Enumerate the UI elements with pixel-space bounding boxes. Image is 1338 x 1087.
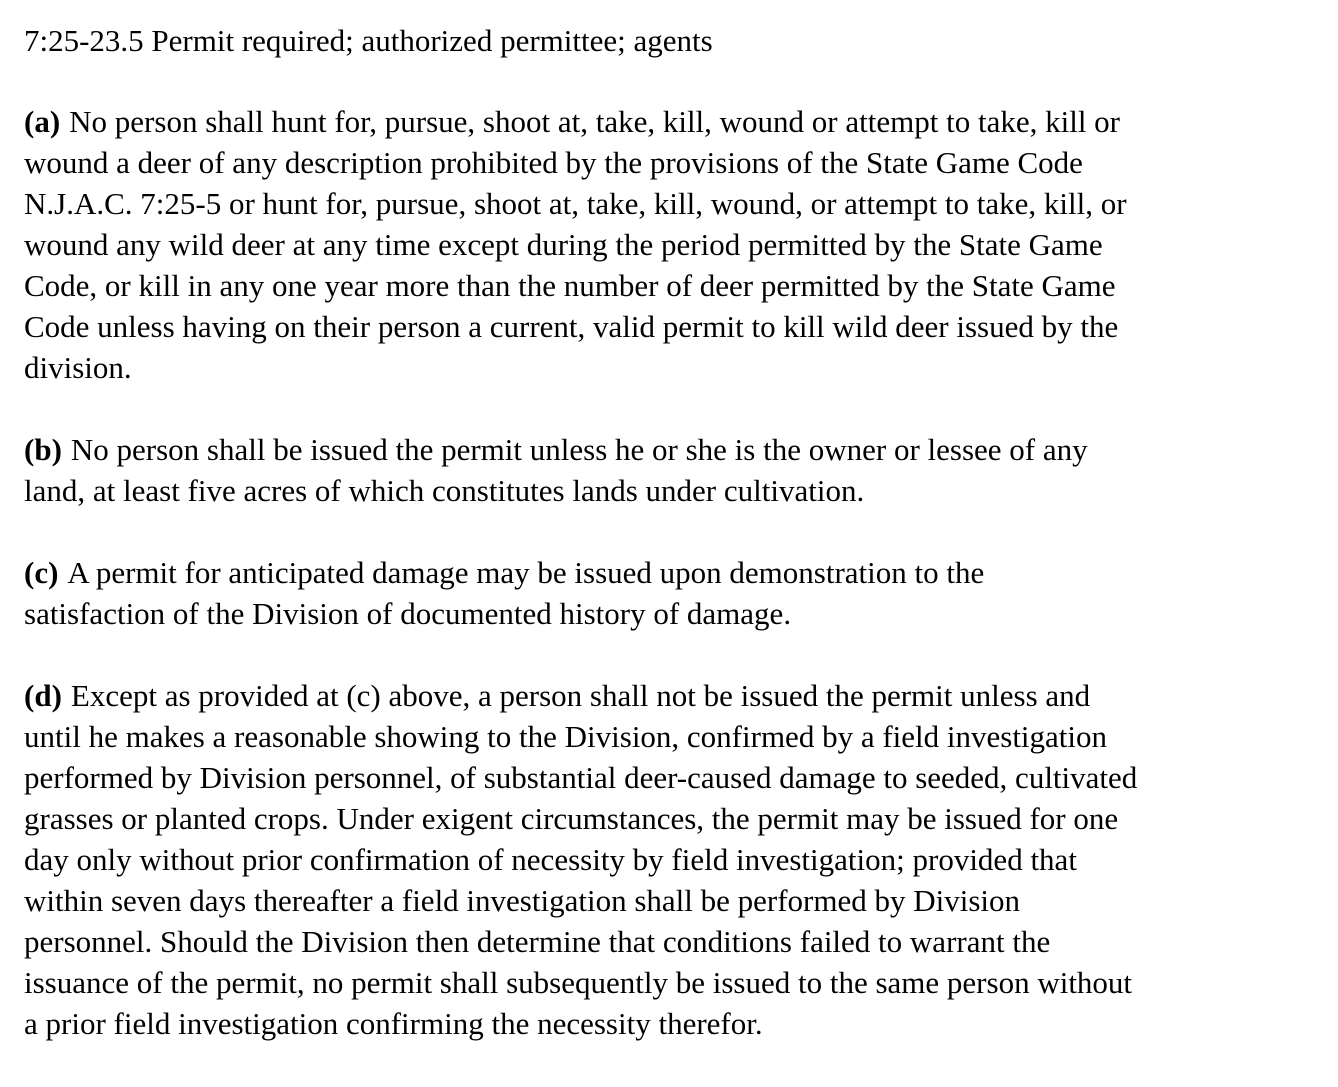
paragraph-text: No person shall hunt for, pursue, shoot at, take, kill, wound or attempt to take, kill or	[69, 104, 1121, 139]
paragraph-text: No person shall be issued the permit unless he or she is the owner or lessee of any	[70, 432, 1088, 467]
paragraph-line: Code, or kill in any one year more than the number of deer permitted by the State Game	[24, 268, 1116, 303]
paragraph-text: Except as provided at (c) above, a person shall not be issued the permit unless and	[70, 678, 1091, 713]
paragraph-a	[24, 101, 1324, 388]
paragraph-line	[24, 101, 1324, 142]
section-title: 7:25-23.5 Permit required; authorized permittee; agents	[24, 23, 713, 58]
paragraph-text: A permit for anticipated damage may be issued upon demonstration to the	[67, 555, 985, 590]
paragraph-label: (a)	[24, 104, 61, 139]
paragraph-line: Code unless having on their person a current, valid permit to kill wild deer issued by the	[24, 309, 1119, 344]
paragraph-d	[24, 675, 1324, 1044]
paragraph-line: wound any wild deer at any time except during the period permitted by the State Game	[24, 227, 1103, 262]
paragraph-b	[24, 429, 1324, 511]
paragraph-line: day only without prior confirmation of necessity by field investigation; provided that	[24, 842, 1077, 877]
paragraph-line: land, at least five acres of which constitutes lands under cultivation.	[24, 473, 865, 508]
paragraph-label: (c)	[24, 555, 59, 590]
paragraph-label: (d)	[24, 678, 62, 713]
paragraph-line: wound a deer of any description prohibited by the provisions of the State Game Code	[24, 145, 1083, 180]
paragraph-line: personnel. Should the Division then determine that conditions failed to warrant the	[24, 924, 1051, 959]
paragraph-c	[24, 552, 1324, 634]
paragraph-line	[24, 429, 1324, 470]
paragraph-line	[24, 552, 1324, 593]
paragraph-line: until he makes a reasonable showing to the Division, confirmed by a field investigation	[24, 719, 1108, 754]
paragraph-label: (b)	[24, 432, 62, 467]
paragraph-line: division.	[24, 350, 132, 385]
paragraph-line: N.J.A.C. 7:25-5 or hunt for, pursue, shoot at, take, kill, wound, or attempt to take, kill, or	[24, 186, 1127, 221]
paragraph-line: satisfaction of the Division of documented history of damage.	[24, 596, 792, 631]
paragraph-line: a prior field investigation confirming the necessity therefor.	[24, 1006, 763, 1041]
paragraph-line: grasses or planted crops. Under exigent circumstances, the permit may be issued for one	[24, 801, 1119, 836]
paragraph-line	[24, 675, 1324, 716]
paragraph-line: issuance of the permit, no permit shall subsequently be issued to the same person without	[24, 965, 1133, 1000]
document	[24, 20, 1324, 1044]
paragraph-line: performed by Division personnel, of substantial deer-caused damage to seeded, cultivated	[24, 760, 1138, 795]
paragraph-line: within seven days thereafter a field investigation shall be performed by Division	[24, 883, 1021, 918]
